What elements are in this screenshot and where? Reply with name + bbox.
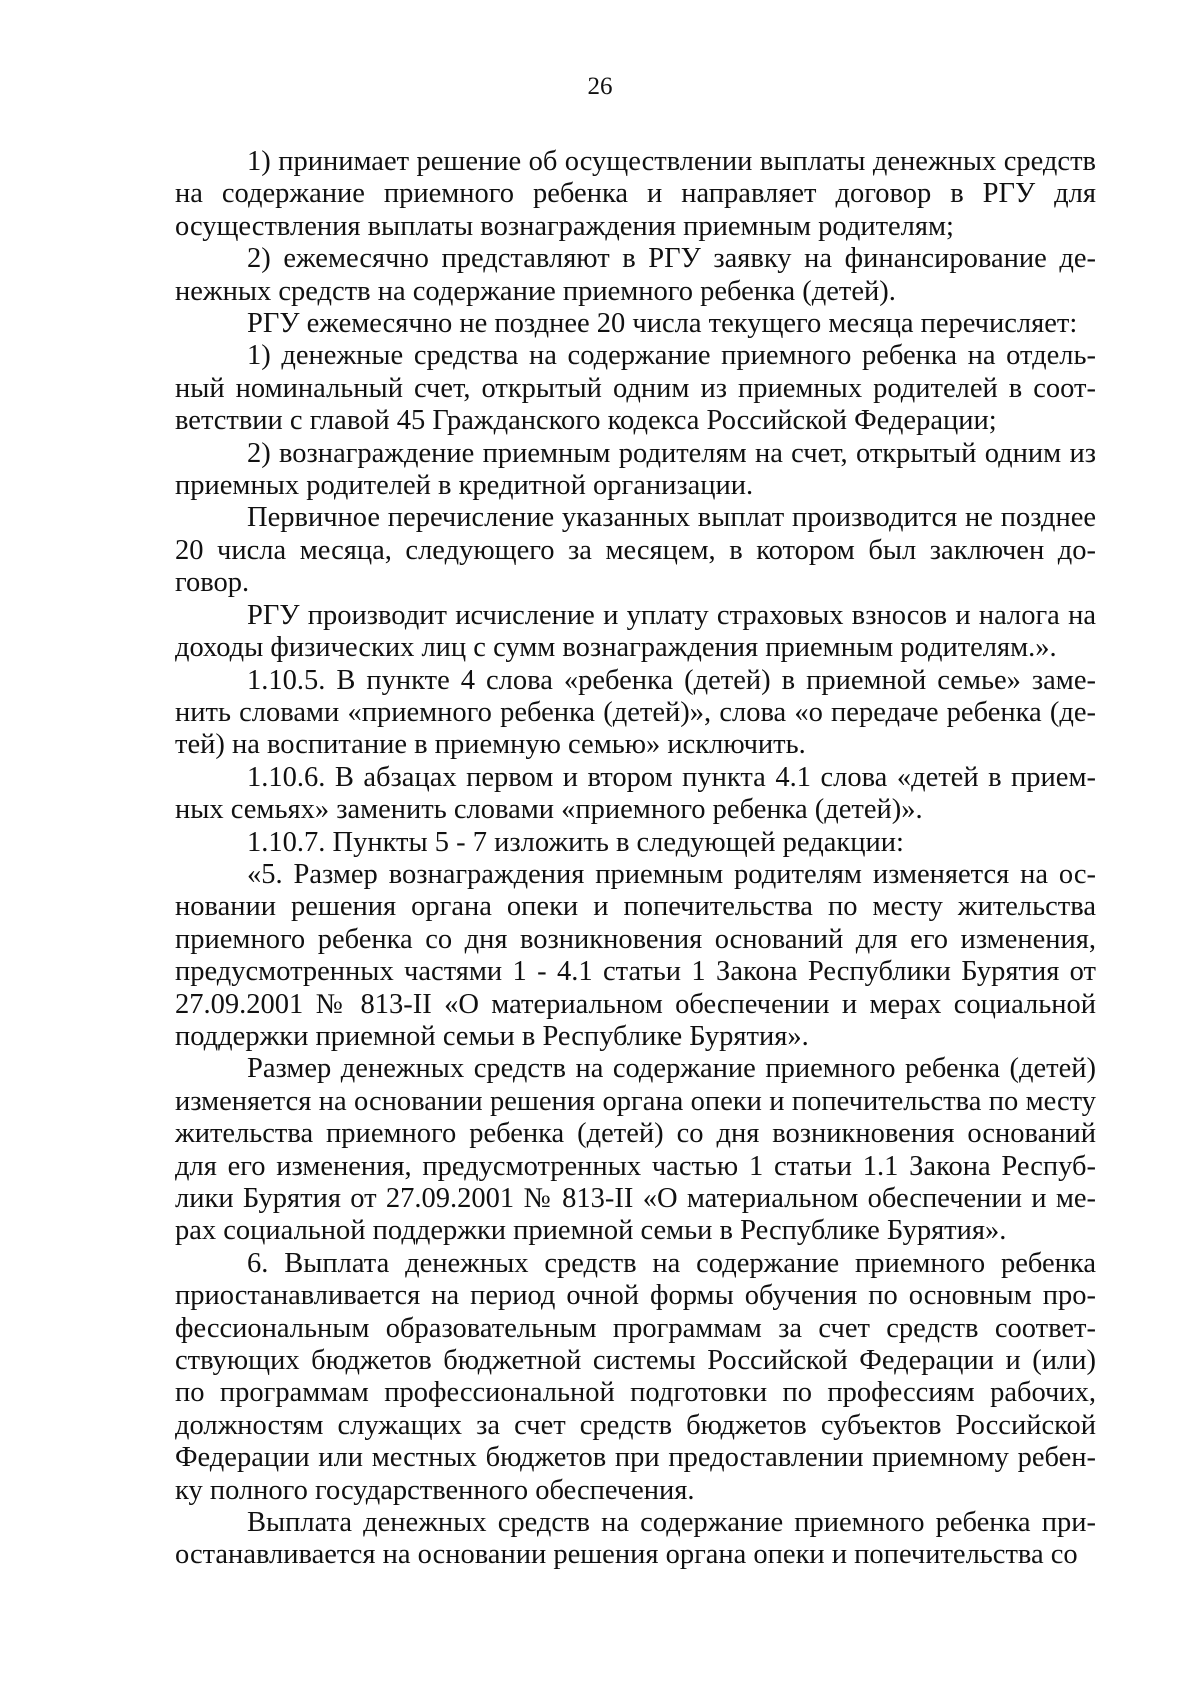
- paragraph-5: 2) вознаграждение приемным родителям на счет, открытый одним из приемных родителей в кредитной организации.: [175, 437, 1096, 502]
- paragraph-9: 1.10.6. В абзацах первом и втором пункта 4.1 слова «детей в приемных семьях» заменить словами «приемного ребенка (детей)».: [175, 761, 1096, 826]
- paragraph-14: Выплата денежных средств на содержание приемного ребенка приостанавливается на основании решения органа опеки и попечительства со: [175, 1507, 1096, 1571]
- paragraph-13: 6. Выплата денежных средств на содержание приемного ребенка приостанавливается на период очной формы обучения по основным профессиональным образовательным программам за счет средств соответствующих бюджетов бюджетной системы Российской Федерации и (или) по программам профессиональной подготовки по профессиям рабочих, должностям служащих за счет средств бюджетов субъектов Российской Федерации или местных бюджетов при предоставлении приемному ребенку полного государственного обеспечения.: [175, 1247, 1096, 1506]
- paragraph-8: 1.10.5. В пункте 4 слова «ребенка (детей) в приемной семье» заменить словами «приемного ребенка (детей)», слова «о передаче ребенка (детей) на воспитание в приемную семью» исключить.: [175, 664, 1096, 761]
- document-body: [175, 146, 1096, 1572]
- page-number: 26: [587, 73, 613, 100]
- paragraph-7: РГУ производит исчисление и уплату страховых взносов и налога на доходы физических лиц с сумм вознаграждения приемным родителям.».: [175, 599, 1096, 664]
- paragraph-1: 1) принимает решение об осуществлении выплаты денежных средств на содержание приемного ребенка и направляет договор в РГУ для осуществления выплаты вознаграждения приемным родителям;: [175, 146, 1096, 242]
- paragraph-12: Размер денежных средств на содержание приемного ребенка (детей) изменяется на основании решения органа опеки и попечительства по месту жительства приемного ребенка (детей) со дня возникновения оснований для его изменения, предусмотренных частью 1 статьи 1.1 Закона Республики Бурятия от 27.09.2001 № 813-II «О материальном обеспечении и мерах социальной поддержки приемной семьи в Республике Бурятия».: [175, 1053, 1096, 1247]
- paragraph-10: 1.10.7. Пункты 5 - 7 изложить в следующей редакции:: [247, 826, 904, 858]
- paragraph-3: РГУ ежемесячно не позднее 20 числа текущего месяца перечисляет:: [247, 308, 1078, 340]
- paragraph-2: 2) ежемесячно представляют в РГУ заявку на финансирование денежных средств на содержание приемного ребенка (детей).: [175, 243, 1096, 307]
- paragraph-11: «5. Размер вознаграждения приемным родителям изменяется на основании решения органа опеки и попечительства по месту жительства приемного ребенка со дня возникновения оснований для его изменения, предусмотренных частями 1 - 4.1 статьи 1 Закона Республики Бурятия от 27.09.2001 № 813-II «О материальном обеспечении и мерах социальной поддержки приемной семьи в Республике Бурятия».: [175, 858, 1096, 1052]
- paragraph-4: 1) денежные средства на содержание приемного ребенка на отдельный номинальный счет, открытый одним из приемных родителей в соответствии с главой 45 Гражданского кодекса Российской Федерации;: [175, 340, 1096, 437]
- paragraph-6: Первичное перечисление указанных выплат производится не позднее 20 числа месяца, следующего за месяцем, в котором был заключен договор.: [175, 502, 1096, 599]
